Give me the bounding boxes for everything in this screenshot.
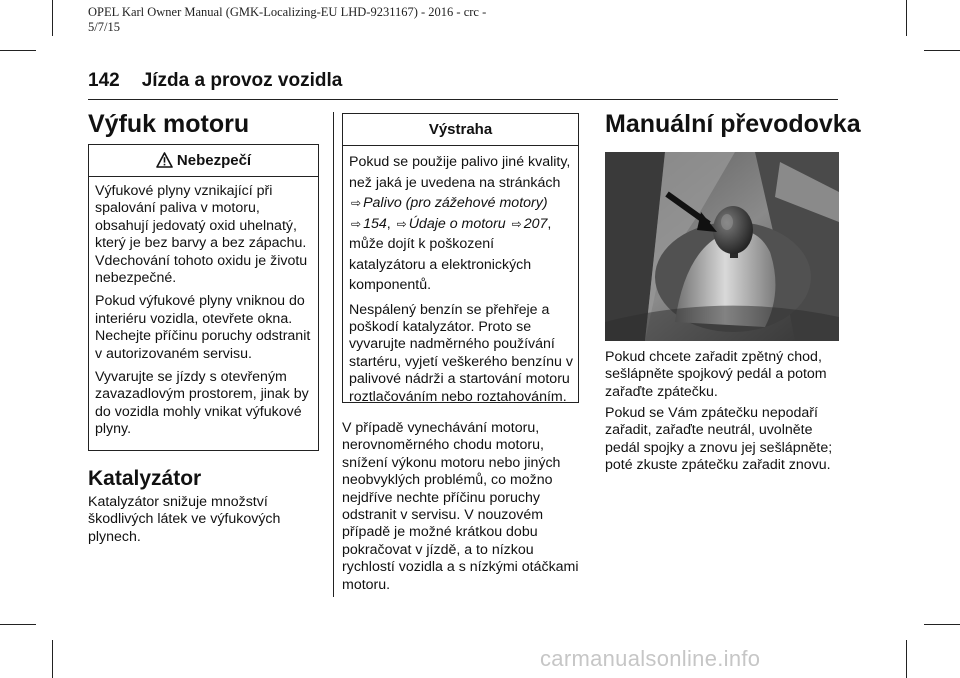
column-divider	[333, 112, 334, 597]
warning-triangle-icon	[156, 148, 173, 179]
page-number: 142	[88, 70, 120, 91]
document-header-line1: OPEL Karl Owner Manual (GMK-Localizing-EU LHD-9231167) - 2016 - crc -	[88, 5, 487, 19]
page-ref-arrow-icon: ⇨	[351, 216, 362, 231]
section-title-catalyst: Katalyzátor	[88, 467, 202, 490]
danger-box-label: Nebezpečí	[176, 152, 252, 169]
watermark: carmanualsonline.info	[540, 646, 761, 671]
cross-reference-link: Údaje o motoru	[408, 215, 506, 232]
page-reference: 207	[523, 215, 548, 232]
danger-box	[88, 144, 319, 451]
page-reference: 154	[363, 215, 387, 232]
cross-reference-link: Palivo (pro zážehové motory)	[363, 195, 548, 211]
danger-paragraph: Výfukové plyny vznikající při spalování paliva v motoru, obsahují jedovatý oxid uhelnatý, který je bez barvy a bez zápachu. Vdechování tohoto oxidu je životu nebezpečné.	[95, 183, 308, 287]
crop-mark	[52, 640, 53, 678]
page-ref-arrow-icon: ⇨	[396, 216, 407, 231]
crop-mark	[906, 0, 907, 36]
warning-text: , může dojít k poškození katalyzátoru a elektronických komponentů.	[349, 215, 552, 293]
danger-box-body	[89, 177, 318, 445]
section-title-manual-transmission: Manuální převodovka	[605, 110, 861, 138]
danger-paragraph: Pokud výfukové plyny vniknou do interiéru vozidla, otevřete okna. Nechejte příčinu poruchy odstranit v autorizovaném servisu.	[95, 293, 311, 362]
gear-shifter-illustration	[605, 152, 839, 341]
manual-paragraph-2: Pokud se Vám zpátečku nepodaří zařadit, zařaďte neutrál, uvolněte pedál spojky a znovu jej sešlápněte; poté zkuste zpátečku zařadit znovu.	[605, 405, 833, 474]
warning-text: Pokud se použije palivo jiné kvality, než jaká je uvedena na stránkách	[349, 154, 571, 191]
manual-paragraph-1: Pokud chcete zařadit zpětný chod, sešlápněte spojkový pedál a potom zařaďte zpátečku.	[605, 349, 827, 400]
document-header	[88, 5, 608, 35]
header-rule	[88, 99, 838, 100]
crop-mark	[0, 624, 36, 625]
warning-box-body	[343, 146, 578, 412]
section-title-exhaust: Výfuk motoru	[88, 110, 250, 138]
crop-mark	[924, 624, 960, 625]
warning-box	[342, 113, 579, 403]
warning-paragraph: Pokud se použije palivo jiné kvality, než jaká je uvedena na stránkách ⇨ Palivo (pro zážehové motory) ⇨ 154, ⇨ Údaje o motoru ⇨ 207, může dojít k poškození katalyzátoru a elektronických komponentů.	[349, 154, 571, 293]
misfire-text: V případě vynechávání motoru, nerovnoměrného chodu motoru, snížení výkonu motoru nebo jiných neobvyklých problémů, co možno nejdříve nechte příčinu poruchy odstranit v servisu. V nouzovém případě je možné krátkou dobu pokračovat v jízdě, a to nízkou rychlostí vozidla a s nízkými otáčkami motoru.	[342, 420, 579, 593]
danger-box-header	[89, 145, 318, 177]
danger-paragraph: Vyvarujte se jízdy s otevřeným zavazadlovým prostorem, jinak by do vozidla mohly vnikat výfukové plyny.	[95, 369, 309, 438]
warning-paragraph: Nespálený benzín se přehřeje a poškodí katalyzátor. Proto se vyvarujte nadměrného používání startéru, vyjetí veškerého benzínu v palivové nádrži a startování motoru roztlačováním nebo roztahováním.	[349, 301, 573, 405]
crop-mark	[906, 640, 907, 678]
document-header-line2: 5/7/15	[88, 20, 120, 34]
crop-mark	[52, 0, 53, 36]
running-head	[88, 70, 342, 92]
chapter-title: Jízda a provoz vozidla	[141, 70, 343, 91]
crop-mark	[0, 50, 36, 51]
crop-mark	[924, 50, 960, 51]
catalyst-text: Katalyzátor snižuje množství škodlivých látek ve výfukových plynech.	[88, 494, 281, 545]
page-ref-arrow-icon: ⇨	[511, 216, 522, 231]
warning-box-header: Výstraha	[343, 114, 578, 146]
page-ref-arrow-icon: ⇨	[351, 196, 362, 210]
